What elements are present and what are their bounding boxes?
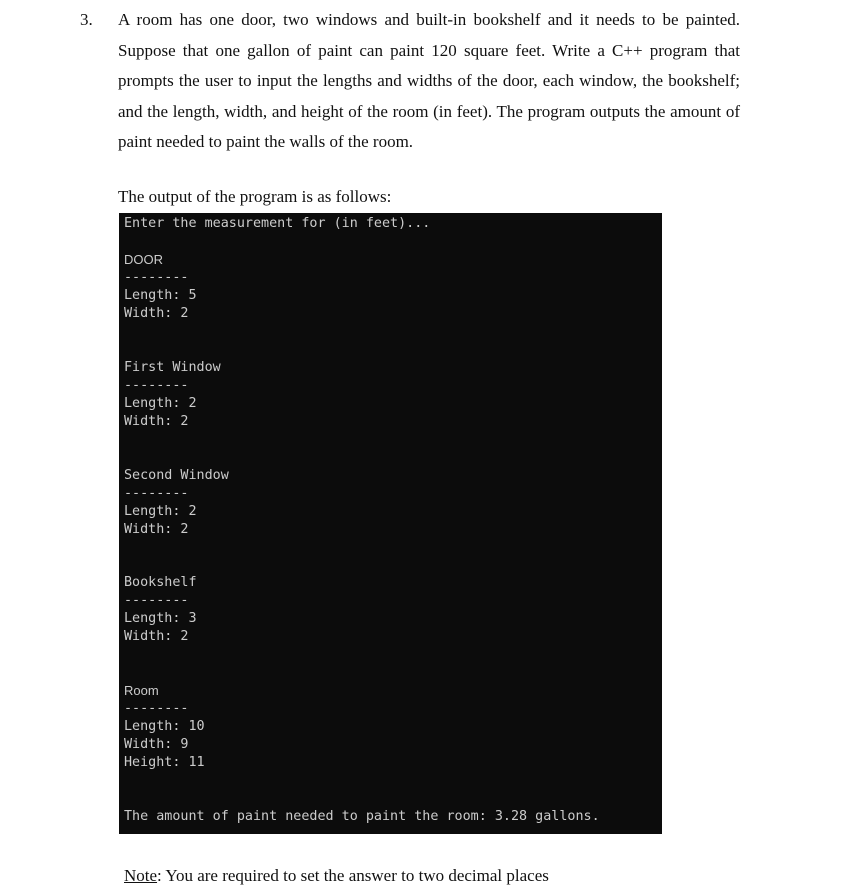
console-output-window	[119, 213, 662, 834]
first-window-length: Length: 2	[124, 396, 197, 411]
first-window-separator: --------	[124, 378, 189, 393]
note-label: Note	[124, 866, 158, 885]
room-width: Width: 9	[124, 737, 189, 752]
second-window-separator: --------	[124, 486, 189, 501]
room-separator: --------	[124, 701, 189, 716]
room-length: Length: 10	[124, 719, 205, 734]
door-width: Width: 2	[124, 306, 189, 321]
door-separator: --------	[124, 270, 189, 285]
first-window-width: Width: 2	[124, 414, 189, 429]
door-title: DOOR	[124, 252, 163, 267]
output-heading: The output of the program is as follows:	[118, 187, 392, 206]
room-title: Room	[124, 683, 159, 698]
question-number: 3.	[80, 10, 93, 29]
second-window-width: Width: 2	[124, 522, 189, 537]
console-prompt-line: Enter the measurement for (in feet)...	[124, 216, 431, 231]
result-line: The amount of paint needed to paint the room: 3.28 gallons.	[124, 809, 600, 824]
second-window-title: Second Window	[124, 468, 229, 483]
note	[124, 864, 549, 888]
question-text: A room has one door, two windows and built-in bookshelf and it needs to be painted. Suppose that one gallon of paint can paint 120 square feet. Write a C++ program that prompts the user to input the lengths and widths of the door, each window, the bookshelf; and the length, width, and height of the room (in feet). The program outputs the amount of paint needed to paint the walls of the room.	[118, 10, 740, 151]
bookshelf-length: Length: 3	[124, 611, 197, 626]
bookshelf-separator: --------	[124, 593, 189, 608]
second-window-length: Length: 2	[124, 504, 197, 519]
door-length: Length: 5	[124, 288, 197, 303]
bookshelf-width: Width: 2	[124, 629, 189, 644]
bookshelf-title: Bookshelf	[124, 575, 197, 590]
note-text: : You are required to set the answer to two decimal places	[157, 866, 549, 885]
first-window-title: First Window	[124, 360, 221, 375]
room-height: Height: 11	[124, 755, 205, 770]
